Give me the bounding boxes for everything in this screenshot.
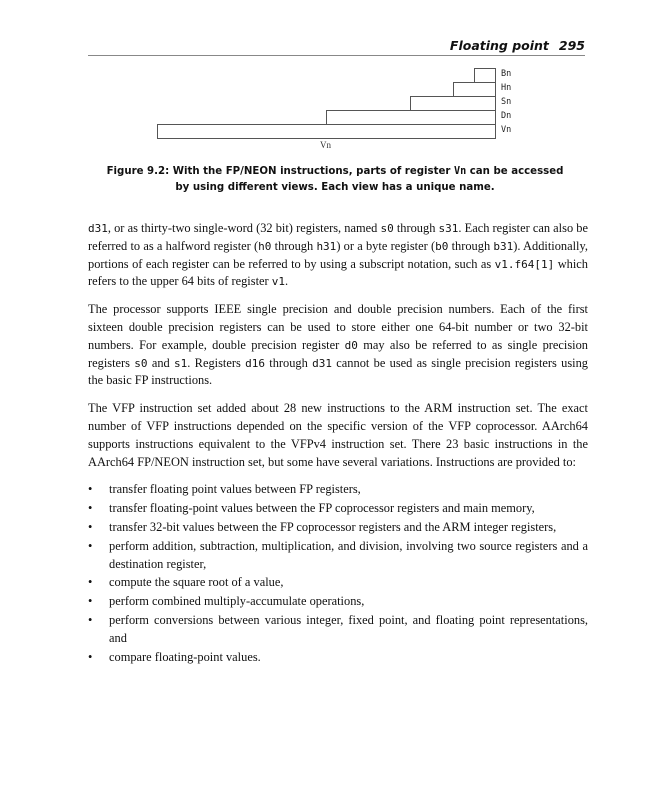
label-sn: Sn	[501, 97, 512, 107]
label-vn-bottom: Vn	[320, 140, 331, 150]
list-item: • perform conversions between various integer, fixed point, and floating point representations, and	[88, 612, 588, 648]
halfword-view-box	[453, 82, 496, 97]
page-number: 295	[558, 38, 585, 53]
label-dn: Dn	[501, 111, 512, 121]
paragraph-precision: The processor supports IEEE single precision and double precision numbers. Each of the first sixteen double precision registers can be used to store either one 64-bit number or two 32-bit numbers. For example, double precision register d0 may also be referred to as single precision registers s0 and s1. Registers d16 through d31 cannot be used as single precision registers using the basic FP instructions.	[88, 302, 588, 388]
label-hn: Hn	[501, 83, 512, 93]
label-vn: Vn	[501, 125, 512, 135]
list-item: • compute the square root of a value,	[88, 574, 588, 592]
byte-view-box	[474, 68, 496, 83]
list-item: • perform combined multiply-accumulate operations,	[88, 593, 588, 611]
instruction-list	[88, 481, 588, 666]
paragraph-vfp: The VFP instruction set added about 28 new instructions to the ARM instruction set. The exact number of VFP instructions depended on the specific version of the VFP coprocessor. AArch64 supports instructions equivalent to the VFPv4 instruction set. There 23 basic instructions in the AArch64 FP/NEON instruction set, but some have several variations. Instructions are provided to:	[88, 401, 588, 469]
single-view-box	[410, 96, 496, 111]
register-views-diagram	[0, 0, 649, 160]
list-item: • transfer floating-point values between the FP coprocessor registers and main memory,	[88, 500, 588, 518]
section-title: Floating point	[449, 38, 549, 53]
body-text	[88, 220, 588, 667]
list-item: • compare floating-point values.	[88, 649, 588, 667]
label-bn: Bn	[501, 69, 512, 79]
double-view-box	[326, 110, 496, 125]
list-item: • perform addition, subtraction, multiplication, and division, involving two source registers and a destination register,	[88, 538, 588, 574]
figure-caption: Figure 9.2: With the FP/NEON instructions, parts of register Vn can be accessed by using different views. Each view has a unique name.	[106, 166, 564, 193]
vector-view-box	[157, 124, 496, 139]
list-item: • transfer 32-bit values between the FP coprocessor registers and the ARM integer registers,	[88, 519, 588, 537]
list-item: • transfer floating point values between FP registers,	[88, 481, 588, 499]
paragraph-register-names: d31, or as thirty-two single-word (32 bit) registers, named s0 through s31. Each register can also be referred to as a halfword register (h0 through h31) or a byte register (b0 through b31). Additionally, portions of each register can be referred to by using a subscript notation, such as v1.f64[1] which refers to the upper 64 bits of register v1.	[88, 221, 588, 289]
